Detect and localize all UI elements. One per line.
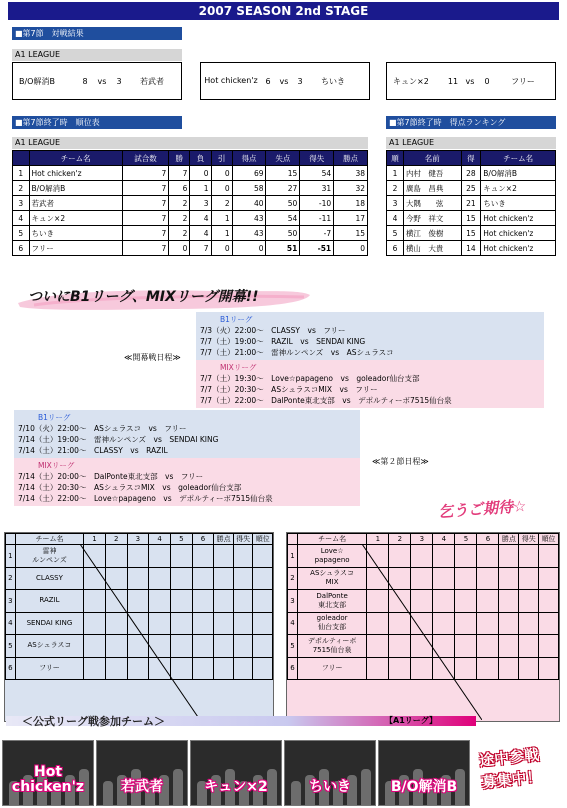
schedule-line: 7/10（火）22:00～ ASシュラスコ vs フリー (18, 424, 187, 433)
standings-cell: -51 (300, 241, 334, 256)
schedule-line: 7/14（土）20:00～ DalPonte東北支部 vs フリー (18, 472, 204, 481)
recruit-text: 途中参戦 募集中！ (478, 745, 543, 792)
grid-row-number: 2 (288, 567, 298, 590)
grid-row-number: 1 (6, 545, 16, 568)
diagonal-line (362, 544, 482, 720)
standings-col-header: 試合数 (122, 151, 169, 166)
scorers-cell: Hot chicken'z (481, 226, 556, 241)
grid-col-header: 5 (455, 534, 477, 545)
standings-cell: 2 (169, 196, 190, 211)
standings-cell: 32 (334, 181, 368, 196)
match-result-1 (12, 62, 182, 100)
grid-row-number: 3 (6, 590, 16, 613)
standings-league-label: A1 LEAGUE (12, 137, 368, 149)
grid-col-header: 4 (433, 534, 455, 545)
grid-row-number: 4 (288, 612, 298, 635)
scorers-cell: 6 (387, 241, 404, 256)
standings-cell: 0 (211, 166, 232, 181)
team-photo-label: Hot chicken'z (11, 764, 85, 795)
grid-result-cell (233, 612, 253, 635)
grid-result-cell (539, 590, 559, 613)
standings-cell: 58 (232, 181, 266, 196)
scorers-cell: 28 (461, 166, 481, 181)
grid-row-number: 4 (6, 612, 16, 635)
away-score: 3 (297, 76, 303, 86)
standings-cell: 7 (169, 166, 190, 181)
team-photo-label: ちいき (309, 779, 351, 795)
standings-table (12, 150, 368, 256)
team-photo (378, 740, 470, 806)
standings-cell: ちいき (29, 226, 122, 241)
grid-team-name: ASシュラスコ (15, 635, 83, 658)
team-photo (284, 740, 376, 806)
table-row (13, 166, 368, 181)
standings-cell: 15 (266, 166, 300, 181)
standings-cell: 若武者 (29, 196, 122, 211)
team-photo (96, 740, 188, 806)
scorers-cell: Hot chicken'z (481, 211, 556, 226)
schedule-line: 7/14（土）22:00～ Love☆papageno vs デポルティーボ7515仙台泉 (18, 494, 273, 503)
grid-result-cell (233, 545, 253, 568)
official-label: ＜公式リーグ戦参加チーム＞ (22, 715, 165, 728)
scorers-cell: 大隅 弦 (403, 196, 461, 211)
grid-col-header: 1 (367, 534, 389, 545)
standings-cell: 7 (122, 166, 169, 181)
standings-cell: 0 (169, 241, 190, 256)
grid-row-number: 3 (288, 590, 298, 613)
grid-team-name: Love☆ papageno (297, 545, 366, 568)
match-result-3 (386, 62, 556, 100)
home-team: B/O解消B (19, 76, 55, 86)
scorers-col-header: チーム名 (481, 151, 556, 166)
standings-cell: 2 (13, 181, 30, 196)
standings-cell: 7 (190, 241, 211, 256)
second-b1-box (14, 410, 360, 458)
standings-col-header: チーム名 (29, 151, 122, 166)
grid-result-cell (233, 657, 253, 680)
grid-col-header: チーム名 (297, 534, 366, 545)
headline-text: ついにB1リーグ、MIXリーグ開幕!! (28, 289, 259, 305)
grid-result-cell (539, 657, 559, 680)
grid-result-cell (214, 590, 234, 613)
standings-cell: 43 (232, 211, 266, 226)
vs-label: vs (279, 76, 289, 86)
standings-cell: -11 (300, 211, 334, 226)
standings-col-header (13, 151, 30, 166)
grid-result-cell (253, 590, 273, 613)
standings-cell: 1 (13, 166, 30, 181)
grid-result-cell (499, 545, 519, 568)
opening-label: ≪開幕戦日程≫ (124, 353, 181, 362)
scorers-cell: 21 (461, 196, 481, 211)
scorers-league-label: A1 LEAGUE (386, 137, 556, 149)
scorers-cell: 今野 祥文 (403, 211, 461, 226)
grid-header-row (288, 534, 559, 545)
scorers-col-header: 得 (461, 151, 481, 166)
standings-cell: 7 (122, 181, 169, 196)
grid-result-cell (253, 612, 273, 635)
team-photo-label: 若武者 (121, 779, 163, 795)
grid-col-header: 得失 (519, 534, 539, 545)
standings-cell: 4 (13, 211, 30, 226)
scorers-col-header: 名前 (403, 151, 461, 166)
standings-col-header: 得点 (232, 151, 266, 166)
grid-col-header: チーム名 (15, 534, 83, 545)
expect-text: 乞うご期待☆ (437, 496, 528, 522)
standings-cell: 7 (122, 226, 169, 241)
grid-row-number: 1 (288, 545, 298, 568)
page-title: 2007 SEASON 2nd STAGE (8, 2, 559, 20)
grid-col-header: 2 (389, 534, 411, 545)
grid-result-cell (519, 590, 539, 613)
scorers-cell: ちいき (481, 196, 556, 211)
schedule-line: 7/7（土）20:30～ ASシュラスコMIX vs フリー (200, 385, 378, 394)
scorers-cell: 15 (461, 211, 481, 226)
standings-cell: 18 (334, 196, 368, 211)
scorers-table (386, 150, 556, 256)
away-team: フリー (511, 76, 535, 86)
grid-result-cell (519, 545, 539, 568)
grid-col-header: 勝点 (499, 534, 519, 545)
diagonal-line (80, 544, 200, 720)
grid-team-name: ASシュラスコ MIX (297, 567, 366, 590)
scorers-cell: Hot chicken'z (481, 241, 556, 256)
standings-cell: フリー (29, 241, 122, 256)
scorers-cell: 廣島 昌典 (403, 181, 461, 196)
standings-col-header: 勝点 (334, 151, 368, 166)
grid-col-header: 2 (105, 534, 127, 545)
standings-cell: -10 (300, 196, 334, 211)
grid-row-number: 6 (288, 657, 298, 680)
home-score: 8 (82, 76, 88, 86)
scorers-cell: 4 (387, 211, 404, 226)
standings-cell: キュン×2 (29, 211, 122, 226)
grid-team-name: CLASSY (15, 567, 83, 590)
grid-result-cell (539, 567, 559, 590)
grid-result-cell (253, 567, 273, 590)
grid-col-header: 1 (84, 534, 106, 545)
grid-result-cell (499, 635, 519, 658)
standings-cell: 40 (232, 196, 266, 211)
grid-result-cell (253, 657, 273, 680)
table-row (13, 241, 368, 256)
scorers-cell: 3 (387, 196, 404, 211)
grid-team-name: フリー (297, 657, 366, 680)
standings-cell: 1 (190, 181, 211, 196)
table-row (387, 181, 556, 196)
grid-col-header: 3 (127, 534, 149, 545)
scorers-cell: キュン×2 (481, 181, 556, 196)
table-row (387, 241, 556, 256)
table-row (13, 181, 368, 196)
grid-result-cell (499, 612, 519, 635)
team-photo-label: B/O解消B (390, 779, 458, 795)
grid-team-name: DalPonte 東北支部 (297, 590, 366, 613)
standings-cell: 0 (232, 241, 266, 256)
mix-title: MIXリーグ (220, 363, 257, 372)
grid-result-cell (214, 567, 234, 590)
standings-cell: 51 (266, 241, 300, 256)
grid-row-number: 2 (6, 567, 16, 590)
standings-cell: B/O解消B (29, 181, 122, 196)
grid-team-name: フリー (15, 657, 83, 680)
standings-cell: 7 (122, 196, 169, 211)
standings-cell: 50 (266, 226, 300, 241)
b1-title: B1リーグ (38, 413, 71, 422)
grid-result-cell (214, 657, 234, 680)
standings-cell: 43 (232, 226, 266, 241)
b1-grid-panel (4, 532, 274, 722)
second-mix-box (14, 458, 360, 506)
results-header: ■第7節 対戦結果 (12, 27, 182, 40)
schedule-line: 7/7（土）19:00～ RAZIL vs SENDAI KING (200, 337, 366, 346)
table-row (13, 226, 368, 241)
away-score: 0 (484, 76, 490, 86)
grid-result-cell (519, 612, 539, 635)
table-row (13, 196, 368, 211)
grid-result-cell (519, 657, 539, 680)
table-row (387, 196, 556, 211)
schedule-line: 7/14（土）20:30～ ASシュラスコMIX vs goleador仙台支部 (18, 483, 242, 492)
away-score: 3 (116, 76, 122, 86)
scorers-col-header: 順 (387, 151, 404, 166)
table-row (387, 211, 556, 226)
standings-cell: 15 (334, 226, 368, 241)
grid-col-header: 順位 (253, 534, 273, 545)
away-team: ちいき (321, 76, 345, 86)
grid-corner (6, 534, 16, 545)
grid-team-name: デポルティーボ 7515仙台泉 (297, 635, 366, 658)
grid-result-cell (499, 590, 519, 613)
grid-result-cell (519, 635, 539, 658)
schedule-line: 7/3（火）22:00～ CLASSY vs フリー (200, 326, 346, 335)
scorers-cell: B/O解消B (481, 166, 556, 181)
grid-result-cell (539, 635, 559, 658)
grid-col-header: 6 (477, 534, 499, 545)
vs-label: vs (97, 76, 107, 86)
standings-cell: 6 (13, 241, 30, 256)
scorers-cell: 2 (387, 181, 404, 196)
mix-grid-panel (286, 532, 560, 722)
standings-cell: -7 (300, 226, 334, 241)
schedule-line: 7/7（土）22:00～ DalPonte東北支部 vs デポルティーボ7515仙台泉 (200, 396, 452, 405)
table-row (13, 211, 368, 226)
standings-col-header: 得失 (300, 151, 334, 166)
standings-cell: 1 (211, 226, 232, 241)
grid-team-name: goleador 仙台支部 (297, 612, 366, 635)
schedule-line: 7/14（土）19:00～ 雷神ルンペンズ vs SENDAI KING (18, 435, 219, 444)
grid-col-header: 勝点 (214, 534, 234, 545)
standings-cell: 0 (334, 241, 368, 256)
grid-corner (288, 534, 298, 545)
standings-cell: 6 (169, 181, 190, 196)
standings-col-header: 負 (190, 151, 211, 166)
scorers-cell: 5 (387, 226, 404, 241)
grid-col-header: 5 (170, 534, 192, 545)
standings-cell: 2 (169, 211, 190, 226)
mix-title: MIXリーグ (38, 461, 75, 470)
league-tag: 【A1リーグ】 (385, 716, 437, 725)
scorers-cell: 横江 俊樹 (403, 226, 461, 241)
opening-mix-box (196, 360, 544, 408)
b1-title: B1リーグ (220, 315, 253, 324)
schedule-line: 7/7（土）19:30～ Love☆papageno vs goleador仙台支部 (200, 374, 420, 383)
grid-team-name: RAZIL (15, 590, 83, 613)
grid-col-header: 4 (149, 534, 171, 545)
table-row (387, 226, 556, 241)
scorers-cell: 横山 大貴 (403, 241, 461, 256)
grid-col-header: 6 (192, 534, 214, 545)
grid-row-number: 6 (6, 657, 16, 680)
standings-cell: 0 (211, 181, 232, 196)
grid-team-name: SENDAI KING (15, 612, 83, 635)
grid-result-cell (214, 635, 234, 658)
scorers-header: ■第7節終了時 得点ランキング (386, 116, 556, 129)
team-photo (190, 740, 282, 806)
grid-result-cell (214, 545, 234, 568)
scorers-cell: 1 (387, 166, 404, 181)
standings-cell: 4 (190, 211, 211, 226)
scorers-cell: 内村 健吾 (403, 166, 461, 181)
grid-result-cell (233, 567, 253, 590)
grid-team-name: 雷神 ルンペンズ (15, 545, 83, 568)
grid-row-number: 5 (288, 635, 298, 658)
standings-cell: 17 (334, 211, 368, 226)
standings-cell: Hot chicken'z (29, 166, 122, 181)
match-result-2 (200, 62, 370, 100)
standings-cell: 7 (122, 211, 169, 226)
grid-col-header: 順位 (539, 534, 559, 545)
standings-cell: 4 (190, 226, 211, 241)
grid-result-cell (539, 612, 559, 635)
team-photo-label: キュン×2 (204, 779, 268, 795)
standings-col-header: 失点 (266, 151, 300, 166)
home-score: 11 (447, 76, 459, 86)
away-team: 若武者 (140, 76, 164, 86)
team-photo (2, 740, 94, 806)
grid-result-cell (233, 590, 253, 613)
results-league-label: A1 LEAGUE (12, 49, 182, 61)
standings-cell: 2 (211, 196, 232, 211)
standings-cell: 69 (232, 166, 266, 181)
standings-cell: 1 (211, 211, 232, 226)
home-team: キュン×2 (393, 76, 429, 86)
standings-col-header: 勝 (169, 151, 190, 166)
scorers-cell: 15 (461, 226, 481, 241)
standings-cell: 54 (300, 166, 334, 181)
grid-row-number: 5 (6, 635, 16, 658)
standings-cell: 54 (266, 211, 300, 226)
standings-cell: 0 (211, 241, 232, 256)
standings-cell: 7 (122, 241, 169, 256)
standings-cell: 5 (13, 226, 30, 241)
grid-result-cell (233, 635, 253, 658)
home-team: Hot chicken'z (204, 76, 258, 85)
scorers-cell: 25 (461, 181, 481, 196)
recruit-badge (472, 740, 562, 806)
grid-header-row (6, 534, 273, 545)
standings-col-header: 引 (211, 151, 232, 166)
grid-col-header: 得失 (233, 534, 253, 545)
scorers-cell: 14 (461, 241, 481, 256)
standings-cell: 2 (169, 226, 190, 241)
home-score: 6 (265, 76, 271, 86)
grid-result-cell (253, 635, 273, 658)
standings-cell: 38 (334, 166, 368, 181)
standings-cell: 3 (13, 196, 30, 211)
schedule-line: 7/14（土）21:00～ CLASSY vs RAZIL (18, 446, 168, 455)
grid-result-cell (214, 612, 234, 635)
grid-result-cell (253, 545, 273, 568)
vs-label: vs (465, 76, 475, 86)
standings-cell: 31 (300, 181, 334, 196)
table-row (387, 166, 556, 181)
standings-header: ■第7節終了時 順位表 (12, 116, 182, 129)
grid-col-header: 3 (411, 534, 433, 545)
grid-result-cell (519, 567, 539, 590)
grid-result-cell (539, 545, 559, 568)
grid-result-cell (499, 567, 519, 590)
standings-cell: 3 (190, 196, 211, 211)
grid-result-cell (499, 657, 519, 680)
standings-cell: 27 (266, 181, 300, 196)
standings-cell: 0 (190, 166, 211, 181)
standings-cell: 50 (266, 196, 300, 211)
opening-b1-box (196, 312, 544, 360)
schedule-line: 7/7（土）21:00～ 雷神ルンペンズ vs ASシュラスコ (200, 348, 394, 357)
second-label: ≪第２節日程≫ (372, 457, 429, 466)
